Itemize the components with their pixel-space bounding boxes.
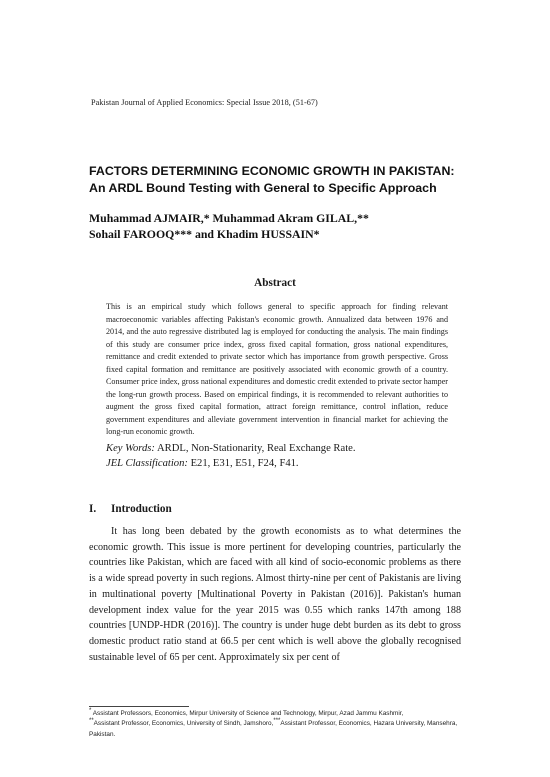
author-line-1: Muhammad AJMAIR,* Muhammad Akram GILAL,** (89, 211, 369, 225)
footnote (89, 709, 461, 740)
abstract-text: This is an empirical study which follows general to specific approach for finding relevant macroeconomic variables affecting Pakistan's economic growth. Annualized data between 1976 and 2014, and the auto regressive distributed lag is employed for conducting the analysis. The main findings of this study are consumer price index, gross fixed capital formation, gross national expenditures, remittance and credit extended to private sector which has importance from growth perspective. Gross fixed capital formation and remittance are positively associated with economic growth of a country. Consumer price index, gross national expenditures and domestic credit extended to private sector hamper the long-run growth process. Based on empirical findings, it is recommended to relevant authorities to augment the gross fixed capital formation, attract foreign remittance, control inflation, reduce government expenditures and alleviate government intervention in financial market for achieving the long-run economic growth. (106, 302, 448, 436)
keywords-block (106, 441, 448, 471)
jel-value: E21, E31, E51, F24, F41. (187, 458, 299, 469)
author-line-2: Sohail FAROOQ*** and Khadim HUSSAIN* (89, 227, 320, 241)
section-number: I. (89, 503, 97, 515)
abstract-heading: Abstract (254, 277, 296, 289)
jel-line (106, 456, 448, 471)
footnote-text-3: Assistant Professor, Economics, Hazara University, Mansehra, Pakistan. (89, 720, 458, 738)
paper-title (89, 163, 469, 197)
running-header: Pakistan Journal of Applied Economics: Special Issue 2018, (51-67) (91, 98, 318, 107)
jel-label: JEL Classification: (106, 458, 188, 469)
footnote-text-2: Assistant Professor, Economics, University of Sindh, Jamshoro, (93, 720, 274, 728)
footnote-text-1: Assistant Professors, Economics, Mirpur University of Science and Technology, Mirpur, Azad Jammu Kashmir, (91, 710, 404, 717)
keywords-label: Key Words: (106, 443, 155, 454)
title-line-2: An ARDL Bound Testing with General to Specific Approach (89, 181, 437, 195)
section-heading (89, 503, 172, 515)
footnote-mark-2: ** (89, 718, 94, 725)
keywords-value: ARDL, Non-Stationarity, Real Exchange Rate. (154, 443, 356, 454)
footnote-mark-3: *** (273, 718, 281, 725)
footnote-mark-1: * (89, 707, 92, 714)
intro-paragraph: It has long been debated by the growth economists as to what determines the economic growth. This issue is more pertinent for developing countries, particularly the countries like Pakistan, which are faced with all kind of socio-economic problems as there is a wide spread poverty in such regions. Almost thirty-nine per cent of Pakistanis are living in multinational poverty [Multinational Poverty in Pakistan (2016)]. Pakistan's human development index value for the year 2015 was 0.55 which ranks 147th among 188 countries [UNDP-HDR (2016)]. The country is under huge debt burden as its debt to gross domestic product ratio stand at 66.5 per cent which is well above the globally recognised sustainable level of 65 per cent. Approximately six per cent of (89, 526, 461, 663)
title-line-1: FACTORS DETERMINING ECONOMIC GROWTH IN PAKISTAN: (89, 164, 455, 178)
keywords-line (106, 441, 448, 456)
footnote-rule (89, 706, 189, 707)
author-list (89, 210, 469, 242)
section-title: Introduction (111, 503, 172, 515)
